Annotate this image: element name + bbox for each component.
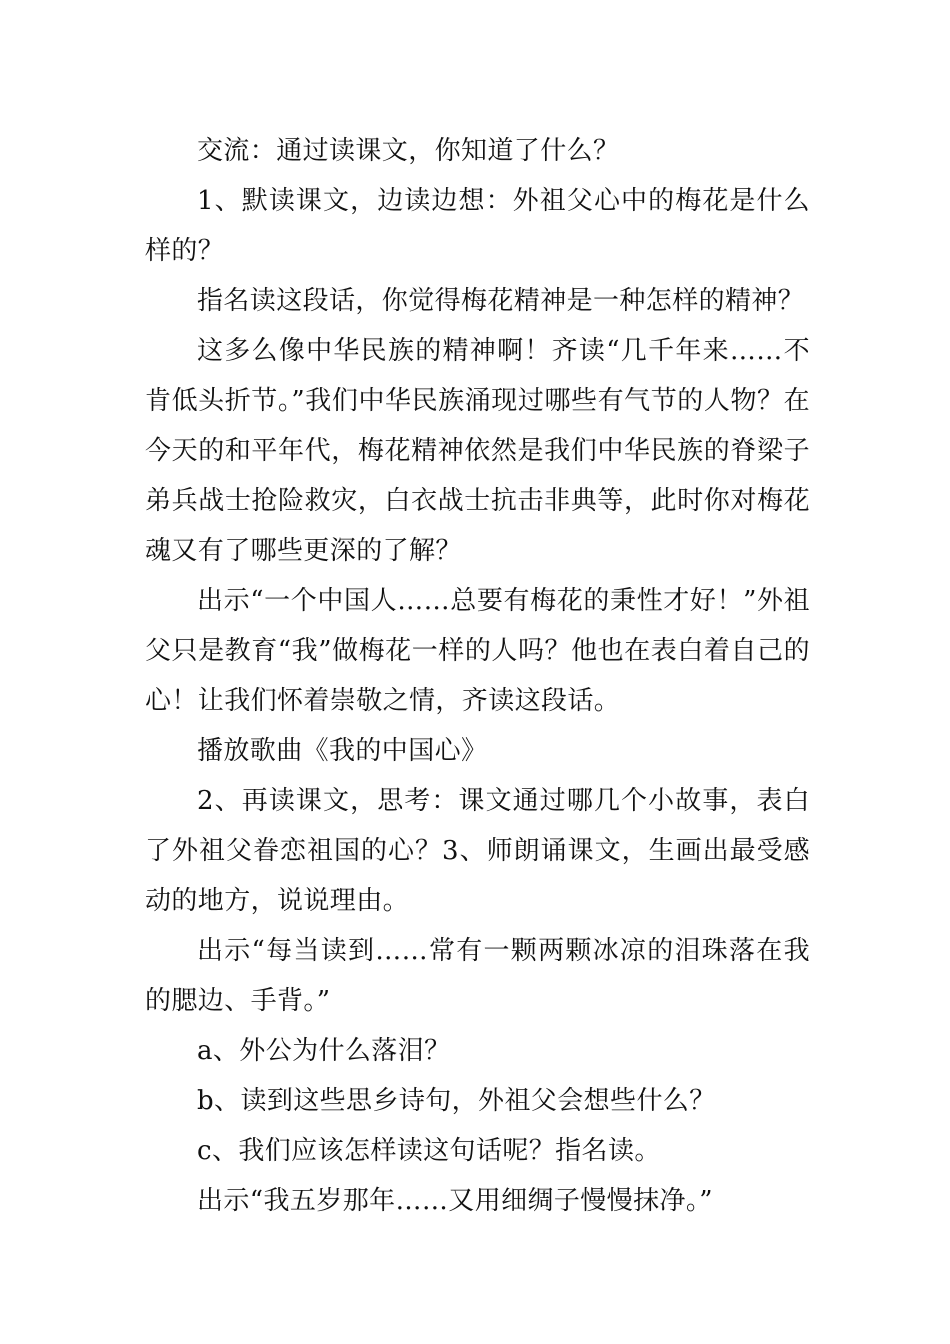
paragraph-question-c: c、我们应该怎样读这句话呢？指名读。 [197,1136,661,1166]
paragraph-play-song: 播放歌曲《我的中国心》 [197,736,488,766]
document-page [145,126,810,1226]
paragraph-task-1: 1、默读课文，边读边想：外祖父心中的梅花是什么样的？ [145,186,810,266]
paragraph-show-quote-2: 出示“每当读到……常有一颗两颗冰凉的泪珠落在我的腮边、手背。” [145,936,810,1016]
paragraph-show-quote-1: 出示“一个中国人……总要有梅花的秉性才好！”外祖父只是教育“我”做梅花一样的人吗？他也在表白着自己的心！让我们怀着崇敬之情，齐读这段话。 [145,586,810,716]
paragraph-plum-spirit-question: 指名读这段话，你觉得梅花精神是一种怎样的精神？ [197,286,805,316]
paragraph-question-a: a、外公为什么落泪？ [197,1036,451,1066]
paragraph-question-b: b、读到这些思乡诗句，外祖父会想些什么？ [197,1086,716,1116]
paragraph-show-quote-3: 出示“我五岁那年……又用细绸子慢慢抹净。” [197,1186,713,1216]
paragraph-national-spirit: 这多么像中华民族的精神啊！齐读“几千年来……不肯低头折节。”我们中华民族涌现过哪些有气节的人物？在今天的和平年代，梅花精神依然是我们中华民族的脊梁子弟兵战士抢险救灾，白衣战士抗击非典等，此时你对梅花魂又有了哪些更深的了解？ [145,336,810,566]
paragraph-task-2-3: 2、再读课文，思考：课文通过哪几个小故事，表白了外祖父眷恋祖国的心？3、师朗诵课文，生画出最受感动的地方，说说理由。 [145,786,810,916]
paragraph-exchange-question: 交流：通过读课文，你知道了什么？ [197,136,620,166]
